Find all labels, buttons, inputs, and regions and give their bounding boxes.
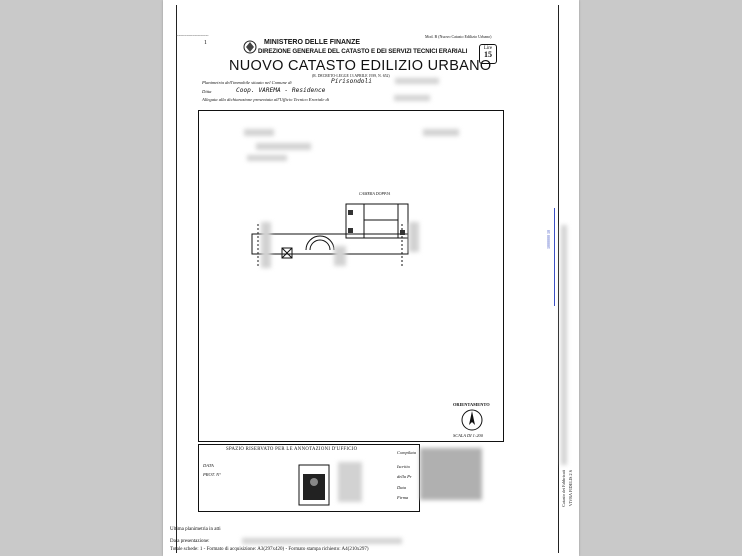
ministry-label: MINISTERO DELLE FINANZE xyxy=(264,39,361,46)
blue-side-label: 1000000 10 xyxy=(546,230,551,249)
catasto-side-label: Catasto dei Fabbricati xyxy=(561,470,566,507)
document-subtitle: (R. DECRETO-LEGGE 13 APRILE 1939, N. 652) xyxy=(312,74,390,78)
office-stamp-icon xyxy=(298,464,330,506)
scale-label: SCALA DI 1:200 xyxy=(453,433,483,438)
planimetria-label: Planimetria dell'immobile situato nel Comune di xyxy=(202,80,292,85)
firma-label: Firma xyxy=(397,495,409,500)
last-plan-label: Ultima planimetria in atti xyxy=(170,527,221,532)
schede-line: Totale schede: 1 - Formato di acquisizione: A3(297x420) - Formato stampa richiesto: A4(210x297) xyxy=(170,547,369,552)
data-label: DATA xyxy=(203,463,214,468)
redacted-plan-7 xyxy=(409,222,419,252)
floor-plan-drawing xyxy=(198,110,502,440)
right-gutter xyxy=(579,0,742,556)
ditta-label: Ditta xyxy=(202,89,212,94)
redacted-plan-5 xyxy=(261,222,271,268)
prot-label: PROT. N° xyxy=(203,472,221,477)
room-block xyxy=(346,204,408,238)
comune-value: Pirisondoli xyxy=(331,78,372,85)
redacted-office xyxy=(394,95,430,101)
lire-box: Lire 15 xyxy=(479,44,497,64)
iscritto-label: Iscritto xyxy=(397,464,410,469)
top-right-note: Mod. B (Nuovo Catasto Edilizio Urbano) xyxy=(425,34,492,39)
room-label: CAMERA DOPPIA xyxy=(359,191,391,196)
revenue-stamp: ~~~~~~~~~~~~ 1 xyxy=(176,34,209,46)
document-title: NUOVO CATASTO EDILIZIO URBANO xyxy=(229,58,492,74)
allegata-label: Allegata alla dichiarazione presentata all'Ufficio Tecnico Erariale di xyxy=(202,97,330,102)
redacted-address xyxy=(395,78,439,84)
redacted-side xyxy=(561,225,567,465)
redacted-signature xyxy=(420,448,482,500)
blue-bracket xyxy=(552,208,555,306)
data2-label: Data xyxy=(397,485,406,490)
della-label: della Pr xyxy=(397,474,412,479)
redacted-office-1 xyxy=(338,462,362,502)
compilata-label: Compilata xyxy=(397,450,417,455)
presentation-label: Data presentazione: xyxy=(170,539,210,544)
left-gutter xyxy=(0,0,163,556)
redacted-footer xyxy=(242,538,402,544)
corridor xyxy=(252,234,408,254)
office-reserved-label: SPAZIO RISERVATO PER LE ANNOTAZIONI D'UFFICIO xyxy=(226,447,358,452)
redacted-plan-6 xyxy=(334,246,346,266)
code-side-label: VIVRA FIDELIS 2 S xyxy=(568,470,573,507)
emblem-icon xyxy=(242,39,258,55)
compass-icon xyxy=(461,409,483,431)
direction-label: DIREZIONE GENERALE DEL CATASTO E DEI SERVIZI TECNICI ERARIALI xyxy=(258,48,468,55)
compass-label: ORIENTAMENTO xyxy=(453,402,490,407)
ditta-value: Coop. VAREMA - Residence xyxy=(236,87,326,94)
